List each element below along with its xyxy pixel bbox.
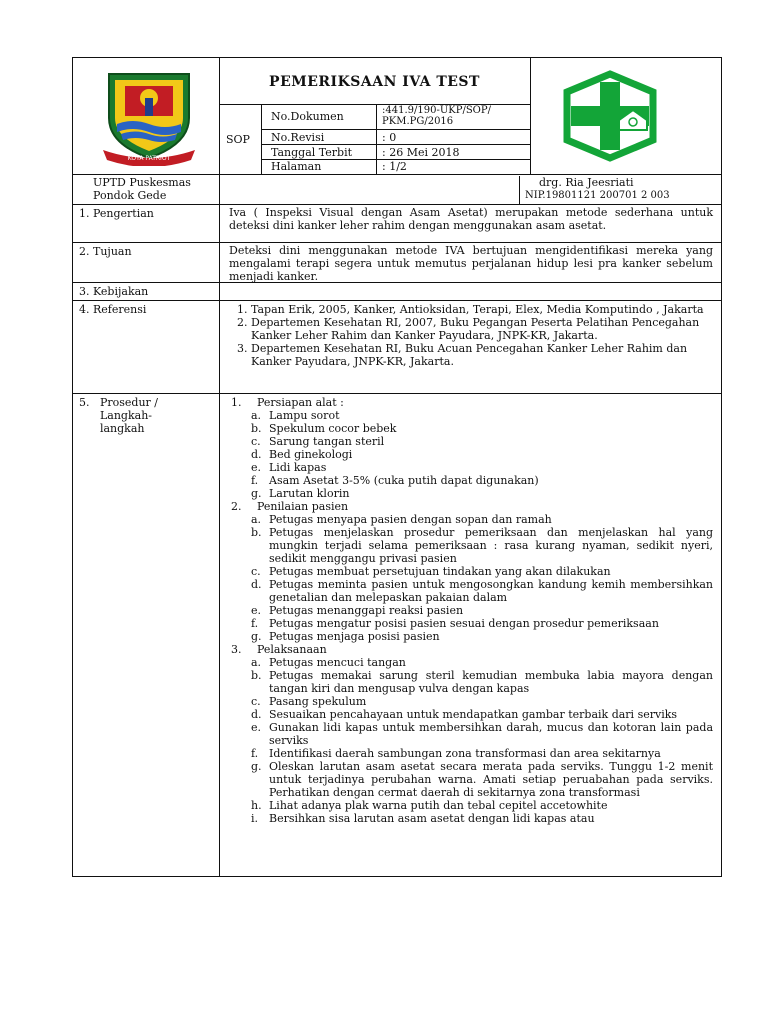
section-label [79,396,219,435]
label-line: 5. Prosedur / [79,396,159,409]
step-items [231,656,713,825]
reference-item: 1. Tapan Erik, 2005, Kanker, Antioksidan, Terapi, Elex, Media Komputindo , Jakarta [251,303,713,316]
step-number: 2. [231,500,242,513]
list-item: a. Petugas menyapa pasien dengan sopan dan ramah [251,513,552,526]
step-heading [231,500,713,513]
list-item: f. Petugas mengatur posisi pasien sesuai dengan prosedur pemeriksaan [251,617,659,630]
city-logo [99,66,199,166]
meta-value-tanggal: : 26 Mei 2018 [382,146,460,159]
org-name-line1: UPTD Puskesmas [93,176,191,189]
list-item: b. Spekulum cocor bebek [251,422,397,435]
section-label: 3. Kebijakan [79,285,149,298]
reference-list [223,303,713,368]
list-item: c. Sarung tangan steril [251,435,385,448]
puskesmas-logo [559,70,661,162]
section-text: Iva ( Inspeksi Visual dengan Asam Asetat) merupakan metode sederhana untuk deteksi dini kanker leher rahim dengan menggunakan asam asetat. [229,206,713,232]
reference-list-wrap [223,303,713,368]
city-logo-caption: KOTA PATRIOT [127,155,171,162]
section-tujuan [73,242,721,282]
section-label: 1. Pengertian [79,207,154,220]
list-item: f. Identifikasi daerah sambungan zona transformasi dan area sekitarnya [251,747,661,760]
meta-value-halaman: : 1/2 [382,160,407,173]
list-item: f. Asam Asetat 3-5% (cuka putih dapat digunakan) [251,474,539,487]
section-label: 2. Tujuan [79,245,132,258]
list-item: g. Larutan klorin [251,487,350,500]
list-item: d. Sesuaikan pencahayaan untuk mendapatkan gambar terbaik dari serviks [251,708,678,721]
reference-item: 2. Departemen Kesehatan RI, 2007, Buku Pegangan Peserta Pelatihan Pencegahan Kanker Leher Rahim dan Kanker Payudara, JNPK-KR, Jakarta. [251,316,713,342]
list-item: i. Bersihkan sisa larutan asam asetat dengan lidi kapas atau [251,812,595,825]
meta-value-revisi: : 0 [382,131,397,144]
list-item: h. Lihat adanya plak warna putih dan tebal cepitel accetowhite [251,799,608,812]
step-title: Pelaksanaan [257,643,327,656]
step-number: 3. [231,643,242,656]
meta-label-dokumen: No.Dokumen [271,110,344,123]
meta-value-dokumen: :441.9/190-UKP/SOP/ PKM.PG/2016 [382,105,491,127]
procedure-step [231,396,713,500]
list-item: c. Pasang spekulum [251,695,367,708]
section-prosedur [73,393,721,877]
step-items [231,513,713,643]
procedure-step [231,643,713,825]
list-item: g. Oleskan larutan asam asetat secara merata pada serviks. Tunggu 1-2 menit untuk terjadinya perubahan warna. Amati setiap peruabahan pada serviks. Perhatikan dengan cermat daerah di sekitarnya zona transformasi [251,760,713,799]
label-line: Langkah- [79,409,152,422]
step-heading [231,396,713,409]
section-pengertian [73,204,721,242]
list-item: a. Lampu sorot [251,409,340,422]
meta-label-tanggal: Tanggal Terbit [271,146,353,159]
list-item: g. Petugas menjaga posisi pasien [251,630,440,643]
list-item: e. Petugas menanggapi reaksi pasien [251,604,464,617]
sop-label: SOP [226,133,250,146]
step-title: Penilaian pasien [257,500,349,513]
step-title: Persiapan alat : [257,396,344,409]
document-header [73,58,721,202]
signer-nip: NIP.19801121 200701 2 003 [525,190,670,201]
list-item: b. Petugas menjelaskan prosedur pemeriksaan dan menjelaskan hal yang mungkin terjadi selama pemeriksaan : rasa kurang nyaman, sedikit nyeri, sedikit menggangu privasi pasien [251,526,713,565]
sop-document [72,57,722,877]
list-item: d. Petugas meminta pasien untuk mengosongkan kandung kemih membersihkan genetalian dan melepaskan pakaian dalam [251,578,713,604]
step-number: 1. [231,396,242,409]
signer-name: drg. Ria Jeesriati [539,176,634,189]
org-name-line2: Pondok Gede [93,189,167,202]
list-item: b. Petugas memakai sarung steril kemudian membuka labia mayora dengan tangan kiri dan mengusap vulva dengan kapas [251,669,713,695]
list-item: d. Bed ginekologi [251,448,353,461]
section-kebijakan [73,282,721,300]
step-heading [231,643,713,656]
section-label: 4. Referensi [79,303,147,316]
list-item: c. Petugas membuat persetujuan tindakan yang akan dilakukan [251,565,611,578]
reference-item: 3. Departemen Kesehatan RI, Buku Acuan Pencegahan Kanker Leher Rahim dan Kanker Payudara, JNPK-KR, Jakarta. [251,342,713,368]
meta-label-halaman: Halaman [271,160,322,173]
step-items [231,409,713,500]
meta-label-revisi: No.Revisi [271,131,325,144]
list-item: e. Gunakan lidi kapas untuk membersihkan darah, mucus dan kotoran lain pada serviks [251,721,713,747]
section-referensi [73,300,721,393]
label-line: langkah [79,422,145,435]
procedure-steps [231,396,713,825]
section-text: Deteksi dini menggunakan metode IVA bertujuan mengidentifikasi mereka yang mengalami terapi segera untuk memutus perjalanan hidup lesi pra kanker sebelum menjadi kanker. [229,244,713,283]
document-title: PEMERIKSAAN IVA TEST [269,74,480,90]
list-item: a. Petugas mencuci tangan [251,656,406,669]
procedure-step [231,500,713,643]
list-item: e. Lidi kapas [251,461,327,474]
